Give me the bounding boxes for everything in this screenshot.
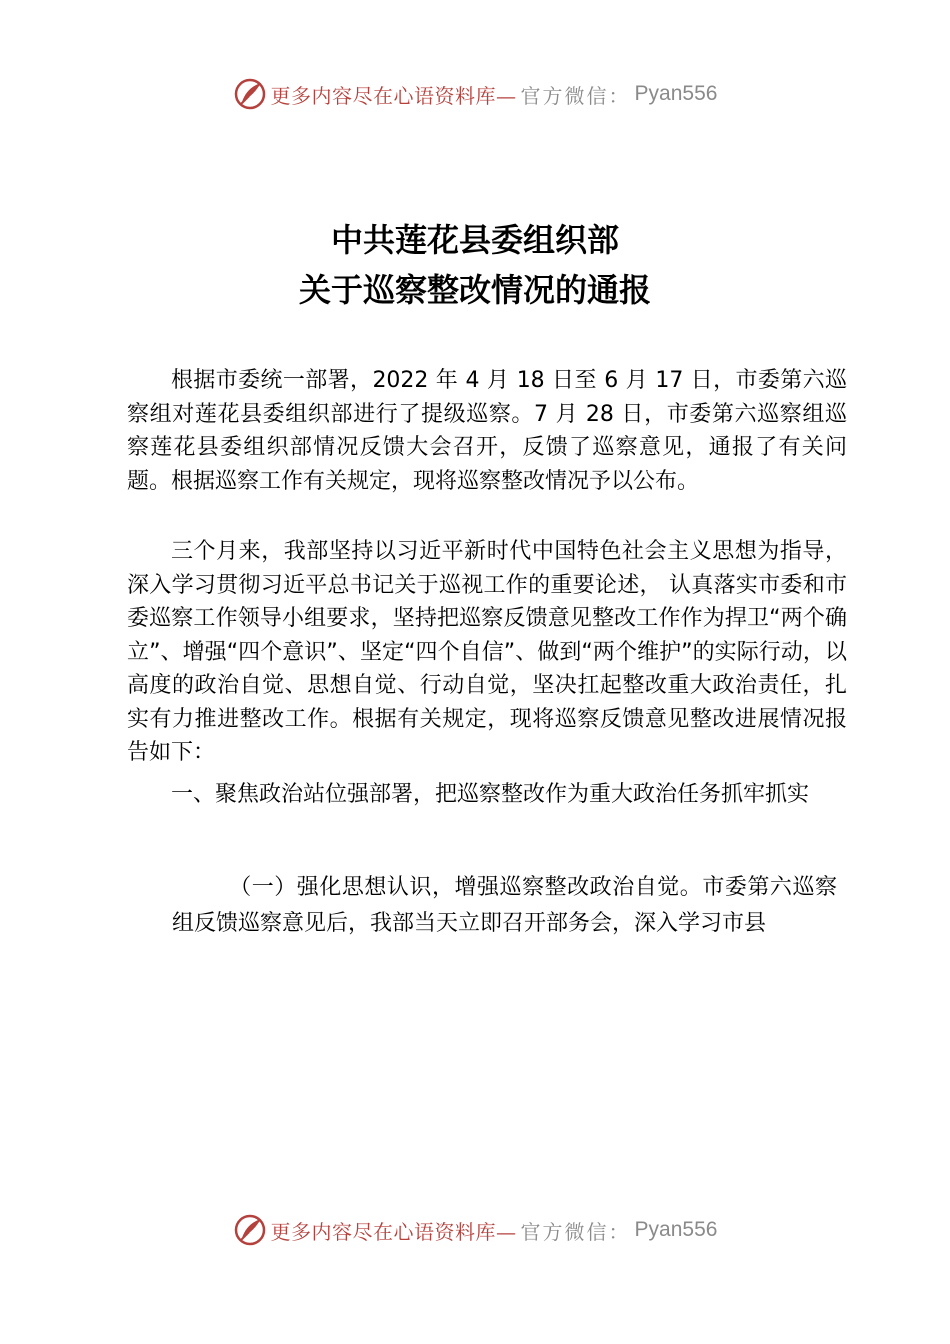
feather-quill-logo-icon	[233, 77, 267, 111]
feather-quill-logo-icon	[233, 1213, 267, 1247]
watermark-text: 更多内容尽在心语资料库—	[270, 1219, 517, 1244]
section-heading-1: 一、聚焦政治站位强部署，把巡察整改作为重大政治任务抓牢抓实	[171, 782, 810, 807]
watermark-wechat-id: Pyan556	[634, 1218, 718, 1241]
watermark-banner-top	[0, 74, 950, 114]
body-paragraph-3: （一）强化思想认识，增强巡察整改政治自觉。市委第六巡察组反馈巡察意见后，我部当天立即召开部务会，深入学习市县	[172, 875, 837, 936]
watermark-wechat-id: Pyan556	[634, 82, 718, 105]
body-paragraph-1: 根据市委统一部署，2022 年 4 月 18 日至 6 月 17 日，市委第六巡察组对莲花县委组织部进行了提级巡察。7 月 28 日，市委第六巡察组巡察莲花县委组织部情况反馈大会召开，反馈了巡察意见，通报了有关问题。根据巡察工作有关规定，现将巡察整改情况予以公布。	[127, 368, 847, 494]
watermark-wechat-label: 官方微信：	[520, 1219, 631, 1244]
watermark-banner-bottom	[0, 1210, 950, 1250]
document-title-line1: 中共莲花县委组织部	[330, 221, 619, 259]
watermark-text: 更多内容尽在心语资料库—	[270, 83, 517, 108]
document-title-line2: 关于巡察整改情况的通报	[298, 271, 651, 309]
watermark-wechat-label: 官方微信：	[520, 83, 631, 108]
body-paragraph-2: 三个月来，我部坚持以习近平新时代中国特色社会主义思想为指导，深入学习贯彻习近平总书记关于巡视工作的重要论述， 认真落实市委和市委巡察工作领导小组要求，坚持把巡察反馈意见整改工作作为捍卫“两个确立”、增强“四个意识”、坚定“四个自信”、做到“两个维护”的实际行动，以高度的政治自觉、思想自觉、行动自觉，坚决扛起整改重大政治责任，扎实有力推进整改工作。根据有关规定，现将巡察反馈意见整改进展情况报告如下：	[127, 539, 847, 765]
